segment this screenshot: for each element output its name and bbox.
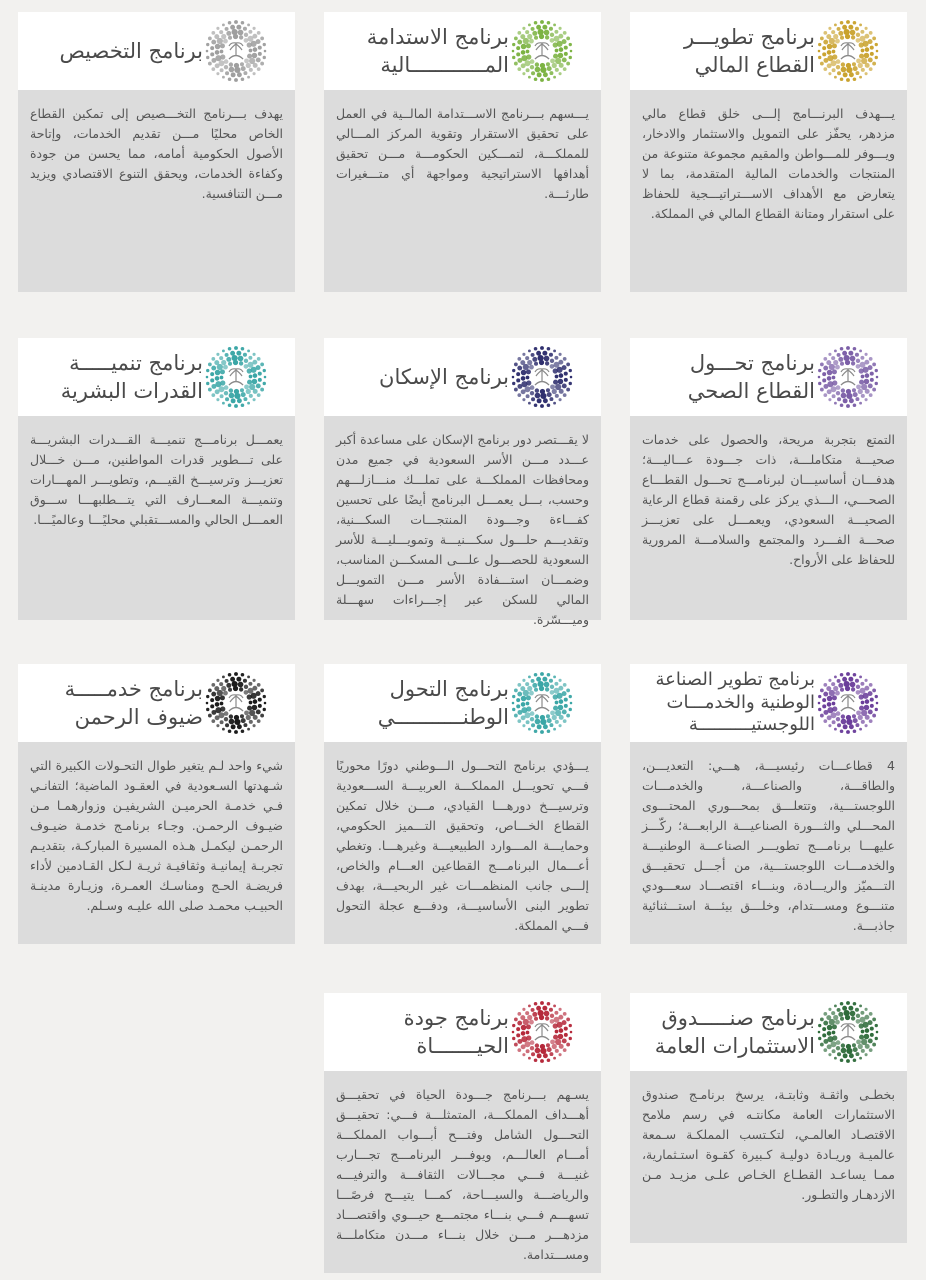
vision-logo-icon — [815, 999, 881, 1065]
card-description: يعمـــل برنامـــج تنميـــة القـــدرات البشريـــة على تـــطوير قدرات المواطنين، مـــن خـــلال تعزيـــز وترسيـــخ القيـــم، وتطويـــر المهـــارات وتنميـــة المعـــارف التي يتـــطلبهـــا ســـوق العمـــل الحالي والمســـتقبلي محليًـــا وعالميًـــا. — [30, 432, 283, 527]
card-header — [630, 664, 907, 742]
card-description: يـــؤدي برنامج التحـــول الـــوطني دورًا محوريًا فـــي تحويـــل المملكـــة العربيـــة الســـعودية وترسيـــخ دورهـــا القيادي، مـــن خلال تمكين القطاع الخـــاص، وتحقيق التـــميز الحكومي، وحمايـــة المـــوارد الطبيعيـــة وغيرهـــا. وتغطي أعـــمال البرنامـــج القطاعين العـــام والخاص، إلـــى جانب المنظمـــات غير الربحيـــة، بهدف تطوير البنى الأساسيـــة، ودفـــع عجلة التحول فـــي المملكة. — [336, 758, 589, 933]
card-title: برنامج جودة الحيـــــــاة — [403, 1005, 509, 1058]
card-title: برنامج تنميـــــة القدرات البشرية — [60, 350, 203, 403]
vision-logo-icon — [815, 344, 881, 410]
vision-logo-icon — [815, 18, 881, 84]
card-header — [630, 993, 907, 1071]
card-title: برنامج التحول الوطنـــــــــــي — [377, 676, 509, 729]
card-pilgrim-experience — [18, 664, 295, 944]
card-financial-sector — [630, 12, 907, 292]
card-description: لا يقـــتصر دور برنامج الإسكان على مساعدة أكبر عـــدد مـــن الأسر السعودية في جميع مدن ومحافظات المملكـــة على تملـــك منـــازلـــهم وحسب، بـــل يعمـــل البرنامج أيضًا على تحسين كفـــاءة وجـــودة المنتجـــات السكـــنية، وتقديـــم حلـــول سكـــنيـــة وتمويـــليـــة للأسر السعودية للحصـــول علـــى المسكـــن المناسب، وضمـــان استـــفادة الأسر مـــن التمويـــل المالي للسكن عبر إجـــراءات سهـــلة وميـــسّرة. — [336, 432, 589, 627]
card-quality-of-life — [324, 993, 601, 1273]
card-description: التمتع بتجربة مريحة، والحصول على خدمات صحيـــة متكاملـــة، ذات جـــودة عـــاليـــة؛ هدفـــان أساسيـــان لبرنامـــج تحـــول القطـــاع الصحـــي، الـــذي يركز على رقمنة قطاع الرعاية الصحيـــة السعودي، ويعمـــل على تعزيـــز صحـــة الفـــرد والمجتمع والسلامـــة المرورية للحفاظ على الأرواح. — [642, 432, 895, 567]
card-title: برنامج التخصيص — [59, 38, 203, 63]
card-description: 4 قطاعـــات رئيسيـــة، هـــي: التعديـــن، والطاقـــة، والصناعـــة، والخدمـــات اللوجستـــية، وتتعلـــق بمحـــوري المحتـــوى المحـــلي والثـــورة الصناعيـــة الرابعـــة؛ ركّـــز عليهـــا برنامـــج تطويـــر الصناعـــة الوطنيـــة والخدمـــات اللوجستـــية، من أجـــل تحقيـــق التـــميّز والريـــادة، وبنـــاء اقتصـــاد سعـــودي متنـــوع ومســـتدام، وخلـــق بيئـــة استـــثنائية جاذبـــة. — [642, 758, 895, 933]
card-public-investment-fund — [630, 993, 907, 1243]
card-description: بخطـى واثقـة وثابتـة، يرسخ برنامـج صندوق الاستثمارات العامة مكانتـه في رسم ملامح الاقتصـاد العالمـي، لتكـتسب المملكـة سـمعة عالميـة وريـادة دوليـة كـبيرة كقـوة استـثمارية، ممـا يساعـد القطـاع الخـاص علـى مزيـد مـن الازدهـار والتطـور. — [642, 1087, 895, 1202]
card-housing — [324, 338, 601, 627]
card-title: برنامج الإسكان — [379, 364, 509, 389]
card-description: شيء واحد لـم يتغير طوال التحـولات الكبيرة التي شـهدتها السـعودية في العقـود الماضية؛ التفانـي فـي خدمـة الحرميـن الشريفيـن وزوارهمـا مـن ضيـوف الرحمـن. وجـاء برنامـج خدمـة ضيـوف الرحمـن ليكمـل هـذه المسيرة المباركـة، بتقديـم تجربـة إيمانيـة وثقافيـة ثريـة لـكل القـادمين لأداء فريضـة الحـج ومناسـك العمـرة، وزيـارة مدينـة الحبيـب محمـد صلى الله عليـه وسـلم. — [30, 758, 283, 913]
vision-logo-icon — [815, 670, 881, 736]
vision-logo-icon — [203, 344, 269, 410]
vision-logo-icon — [509, 670, 575, 736]
card-fiscal-sustainability — [324, 12, 601, 292]
vision-logo-icon — [509, 344, 575, 410]
card-header — [324, 12, 601, 90]
card-description: يهدف بـــرنامج التخـــصيص إلى تمكين القطاع الخاص محليًا مـــن تقديم الخدمات، وإتاحة الأصول الحكومية أمامه، مما يحسن من جودة وكفاءة الخدمات، ويحقق التنوع الاقتصادي ويزيد مـــن التنافسية. — [30, 106, 283, 201]
card-header — [18, 664, 295, 742]
card-title: برنامج خدمـــــة ضيوف الرحمن — [64, 676, 203, 729]
card-header — [18, 12, 295, 90]
card-title: برنامج تطوير الصناعة الوطنية والخدمـــات اللوجستيــــــــــة — [655, 669, 815, 736]
card-header — [630, 338, 907, 416]
card-description: يـــهدف البرنـــامج إلـــى خلق قطاع مالي مزدهر، يحفّز على التمويل والاستثمار والادخار، ويـــوفر للمـــواطن والمقيم مجموعة متنوعة من المنتجات والخدمات المالية المتقدمة، بما لا يتعارض مع الأهداف الاســـتراتيـــجية للحفاظ على استقرار ومتانة القطاع المالي في المملكة. — [642, 106, 895, 221]
vision-logo-icon — [203, 670, 269, 736]
vision-logo-icon — [203, 18, 269, 84]
vision-logo-icon — [509, 999, 575, 1065]
card-national-transformation — [324, 664, 601, 944]
card-description: يسـهم بـــرنامج جـــودة الحياة في تحقيـــق أهـــداف المملكـــة، المتمثلـــة فـــي: تحقيـــق التحـــول الشامل وفتـــح أبـــواب المملكـــة أمـــام العالـــم، ويوفـــر البرنامـــج تجـــارب غنيـــة فـــي مجـــالات الثقافـــة والترفيـــه والرياضـــة والسيـــاحة، كمـــا يتيـــح فرصًـــا تسهـــم فـــي بنـــاء مجتمـــع حيـــوي واقتصـــاد مزدهـــر مـــن خلال بنـــاء مـــدن متكاملـــة ومســـتدامة. — [336, 1087, 589, 1262]
card-header — [324, 338, 601, 416]
card-health-transformation — [630, 338, 907, 620]
card-header — [18, 338, 295, 416]
card-title: برنامج تطويـــر القطاع المالي — [684, 24, 815, 77]
card-industrial-logistics — [630, 664, 907, 944]
card-privatization — [18, 12, 295, 292]
card-title: برنامج تحـــول القطاع الصحي — [687, 350, 815, 403]
card-header — [324, 993, 601, 1071]
card-header — [630, 12, 907, 90]
vision-logo-icon — [509, 18, 575, 84]
card-title: برنامج الاستدامة المــــــــــــالية — [366, 24, 509, 77]
card-human-capability — [18, 338, 295, 620]
card-title: برنامج صنـــــدوق الاستثمارات العامة — [654, 1005, 815, 1058]
card-header — [324, 664, 601, 742]
card-description: يـــسهم بـــرنامج الاســـتدامة المالــية في العمل على تحقيق الاستقرار وتقوية المركز المـــالي للمملكـــة، لتمـــكين الحكومـــة مـــن تحقيق أهدافها الاستراتيجية ومواجهة أي متـــغيرات طارئـــة. — [336, 106, 589, 201]
